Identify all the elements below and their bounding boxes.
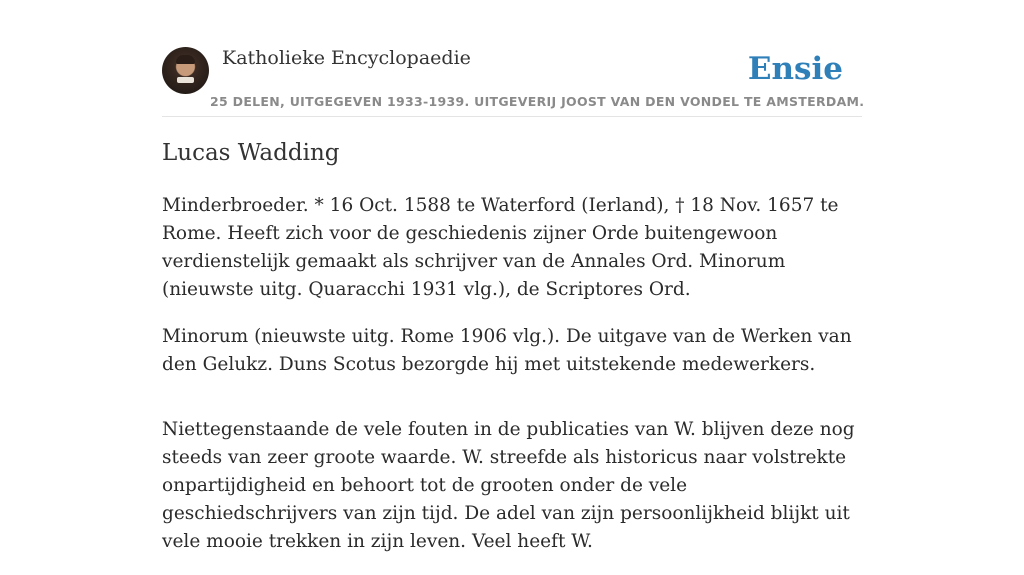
header xyxy=(162,44,865,117)
article-paragraph: Minderbroeder. * 16 Oct. 1588 te Waterford (Ierland), † 18 Nov. 1657 te Rome. Heeft zich voor de geschiedenis zijner Orde buitengewoon verdienstelijk gemaakt als schrijver van de Annales Ord. Minorum (nieuwste uitg. Quaracchi 1931 vlg.), de Scriptores Ord. xyxy=(162,195,839,300)
article-paragraph: Niettegenstaande de vele fouten in de publicaties van W. blijven deze nog steeds van zeer groote waarde. W. streefde als historicus naar volstrekte onpartijdigheid en behoort tot de grooten onder de vele geschiedschrijvers van zijn tijd. De adel van zijn persoonlijkheid blijkt uit vele mooie trekken in zijn leven. Veel heeft W. xyxy=(162,419,855,552)
ensie-logo-link[interactable]: Ensie xyxy=(747,51,843,87)
portrait-avatar-icon[interactable] xyxy=(162,47,209,94)
work-title[interactable]: Katholieke Encyclopaedie xyxy=(222,47,471,69)
avatar-collar xyxy=(177,77,194,83)
article-body xyxy=(162,192,864,575)
article-title: Lucas Wadding xyxy=(162,140,340,166)
work-meta: 25 DELEN, UITGEGEVEN 1933-1939. UITGEVERIJ JOOST VAN DEN VONDEL TE AMSTERDAM. xyxy=(210,94,865,109)
avatar-hair xyxy=(176,55,195,64)
article-paragraph: Minorum (nieuwste uitg. Rome 1906 vlg.). De uitgave van de Werken van den Gelukz. Duns Scotus bezorgde hij met uitstekende medewerkers. xyxy=(162,326,852,375)
